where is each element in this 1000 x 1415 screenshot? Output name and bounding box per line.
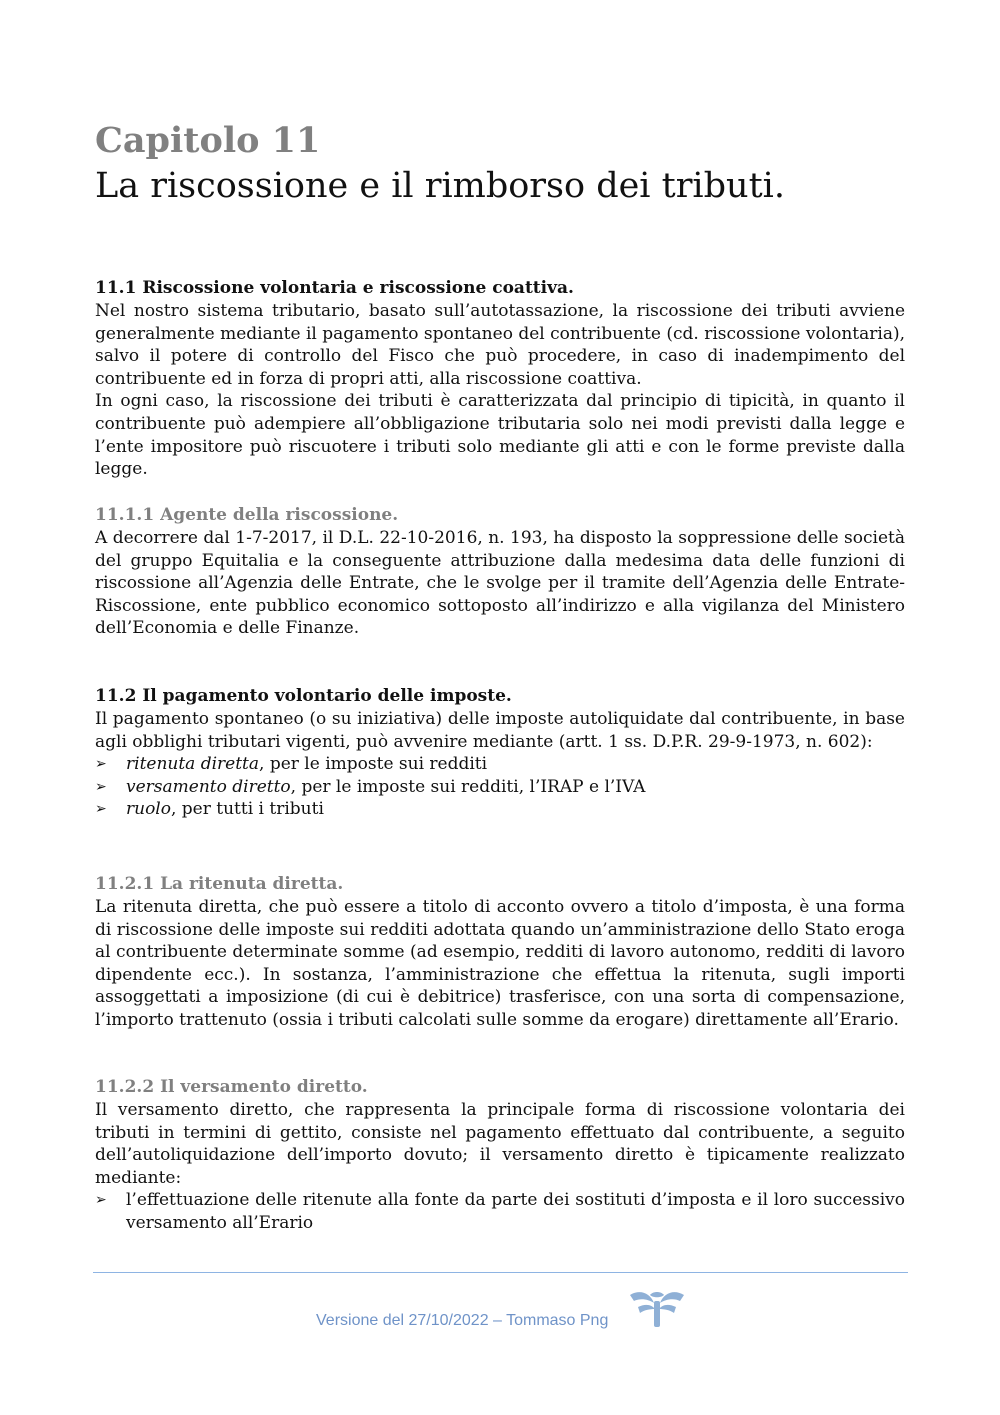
list-item-text: , per tutti i tributi	[170, 799, 324, 820]
chapter-label: Capitolo 11	[95, 120, 321, 161]
chapter-title: La riscossione e il rimborso dei tributi.	[95, 166, 785, 206]
author-logo-icon	[628, 1289, 686, 1329]
list-item-term: ritenuta diretta	[126, 754, 260, 775]
list-item-text: , per le imposte sui redditi, l’IRAP e l’IVA	[290, 776, 646, 797]
list-item	[95, 776, 905, 799]
arrow-bullet-icon: ➢	[95, 801, 107, 818]
arrow-bullet-icon: ➢	[95, 1192, 107, 1209]
subsection-heading: 11.2.1 La ritenuta diretta.	[95, 874, 344, 894]
subsection-heading: 11.2.2 Il versamento diretto.	[95, 1077, 368, 1097]
payment-methods-list	[95, 753, 905, 821]
payment-means-list	[95, 1189, 905, 1234]
list-item-term: versamento diretto	[126, 776, 291, 797]
section-11-2-1	[95, 873, 905, 1032]
list-item-text: , per le imposte sui redditi	[259, 754, 488, 775]
list-item	[95, 753, 905, 776]
list-item	[95, 798, 905, 821]
paragraph: A decorrere dal 1-7-2017, il D.L. 22-10-2016, n. 193, ha disposto la soppressione delle società del gruppo Equitalia e la conseguente attribuzione dalla medesima data delle funzioni di riscossione all’Agenzia delle Entrate, che le svolge per il tramite dell’Agenzia delle Entrate-Riscossione, ente pubblico economico sottoposto all’indirizzo e alla vigilanza del Ministero dell’Economia e delle Finanze.	[95, 528, 905, 639]
arrow-bullet-icon: ➢	[95, 756, 107, 773]
paragraph: Nel nostro sistema tributario, basato sull’autotassazione, la riscossione dei tributi avviene generalmente mediante il pagamento spontaneo del contribuente (cd. riscossione volontaria), salvo il potere di controllo del Fisco che può procedere, in caso di inadempimento del contribuente ed in forza di propri atti, alla riscossione coattiva.	[95, 301, 905, 389]
footer-version-text: Versione del 27/10/2022 – Tommaso Png	[316, 1312, 609, 1329]
section-11-2-2	[95, 1076, 905, 1235]
section-11-2	[95, 685, 905, 821]
list-item-text: l’effettuazione delle ritenute alla fonte da parte dei sostituti d’imposta e il loro successivo versamento all’Erario	[126, 1190, 905, 1233]
list-item-term: ruolo	[126, 799, 171, 820]
paragraph: Il pagamento spontaneo (o su iniziativa) delle imposte autoliquidate dal contribuente, in base agli obblighi tributari vigenti, può avvenire mediante (artt. 1 ss. D.P.R. 29-9-1973, n. 602):	[95, 709, 905, 752]
section-11-1-1	[95, 504, 905, 640]
list-item	[95, 1189, 905, 1234]
section-heading: 11.1 Riscossione volontaria e riscossione coattiva.	[95, 278, 574, 298]
section-11-1	[95, 277, 905, 481]
section-heading: 11.2 Il pagamento volontario delle imposte.	[95, 686, 512, 706]
paragraph: Il versamento diretto, che rappresenta la principale forma di riscossione volontaria dei tributi in termini di gettito, consiste nel pagamento effettuato dal contribuente, a seguito dell’autoliquidazione dell’importo dovuto; il versamento diretto è tipicamente realizzato mediante:	[95, 1100, 905, 1188]
subsection-heading: 11.1.1 Agente della riscossione.	[95, 505, 399, 525]
arrow-bullet-icon: ➢	[95, 778, 107, 795]
paragraph: La ritenuta diretta, che può essere a titolo di acconto ovvero a titolo d’imposta, è una forma di riscossione delle imposte sui redditi adottata quando un’amministrazione dello Stato eroga al contribuente determinate somme (ad esempio, redditi di lavoro autonomo, redditi di lavoro dipendente ecc.). In sostanza, l’amministrazione che effettua la ritenuta, sugli importi assoggettati a imposizione (di cui è debitrice) trasferisce, con una sorta di compensazione, l’importo trattenuto (ossia i tributi calcolati sulle somme da erogare) direttamente all’Erario.	[95, 897, 905, 1030]
paragraph: In ogni caso, la riscossione dei tributi è caratterizzata dal principio di tipicità, in quanto il contribuente può adempiere all’obbligazione tributaria solo nei modi previsti dalla legge e l’ente impositore può riscuotere i tributi solo mediante gli atti e con le forme previste dalla legge.	[95, 391, 905, 480]
footer-divider	[93, 1272, 908, 1273]
